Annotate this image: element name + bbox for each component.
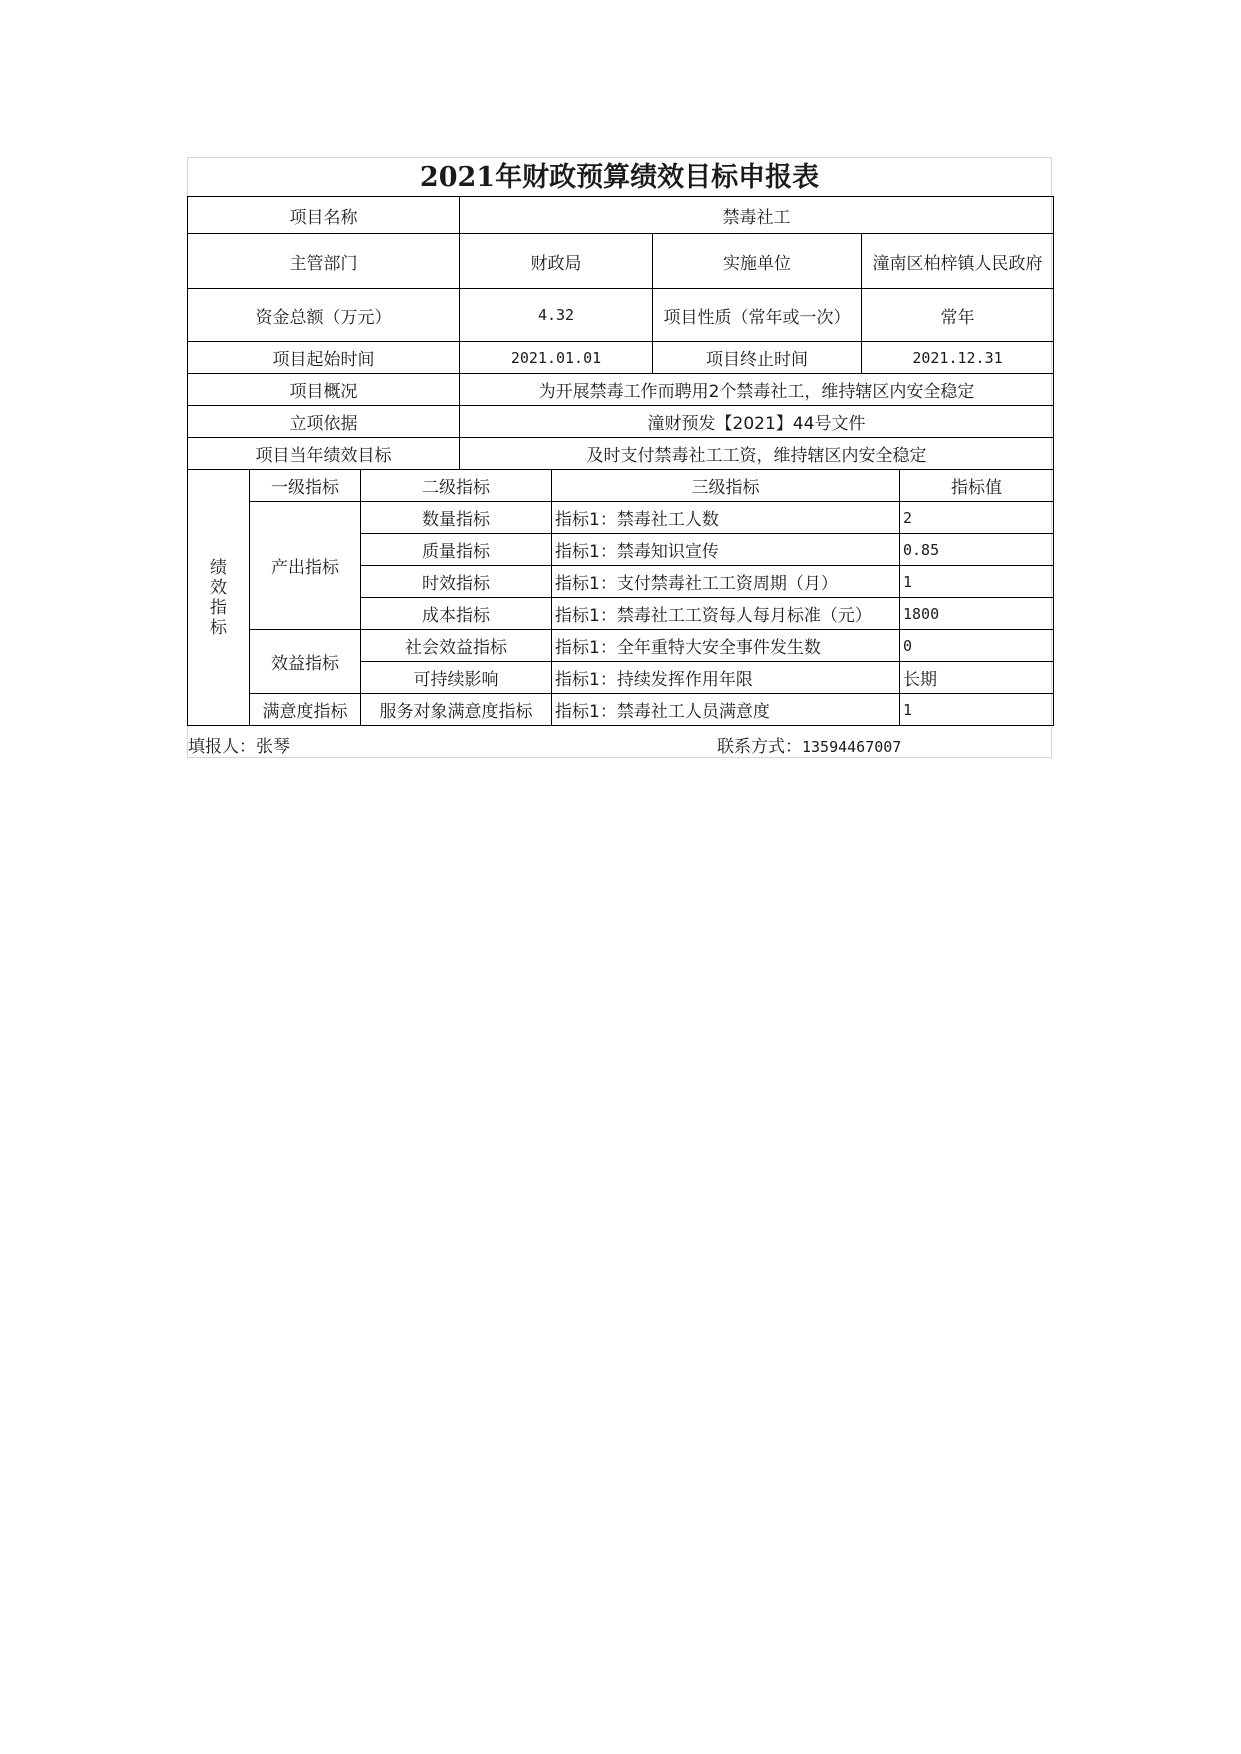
- level3-cell: 指标1：持续发挥作用年限: [552, 662, 900, 694]
- row-project-name: [188, 197, 1054, 234]
- section-label-performance: [188, 470, 250, 726]
- row-dates: [188, 342, 1054, 374]
- row-indicator-header: [188, 470, 1054, 502]
- value-department: 财政局: [460, 234, 653, 289]
- value-project-nature: 常年: [862, 289, 1054, 342]
- level3-cell: 指标1：禁毒社工人员满意度: [552, 694, 900, 726]
- label-overview: 项目概况: [188, 374, 460, 406]
- level2-cell: 数量指标: [361, 502, 552, 534]
- value-end-date: 2021.12.31: [862, 342, 1054, 374]
- value-funds: 4.32: [460, 289, 653, 342]
- reporter-label: 填报人：: [188, 737, 256, 757]
- row-department: [188, 234, 1054, 289]
- level3-cell: 指标1：支付禁毒社工工资周期（月）: [552, 566, 900, 598]
- value-project-name: 禁毒社工: [460, 197, 1054, 234]
- value-cell: 长期: [900, 662, 1054, 694]
- contact-label: 联系方式：: [717, 737, 802, 757]
- header-level3: 三级指标: [552, 470, 900, 502]
- table-row: [188, 502, 1054, 534]
- contact: [717, 732, 901, 757]
- value-goal: 及时支付禁毒社工工资，维持辖区内安全稳定: [460, 438, 1054, 470]
- label-goal: 项目当年绩效目标: [188, 438, 460, 470]
- level3-cell: 指标1：禁毒社工人数: [552, 502, 900, 534]
- value-basis: 潼财预发【2021】44号文件: [460, 406, 1054, 438]
- row-basis: [188, 406, 1054, 438]
- value-cell: 2: [900, 502, 1054, 534]
- table-row: [188, 694, 1054, 726]
- level3-cell: 指标1：禁毒知识宣传: [552, 534, 900, 566]
- report-table: [187, 196, 1054, 726]
- label-implementing-unit: 实施单位: [653, 234, 862, 289]
- header-level2: 二级指标: [361, 470, 552, 502]
- level2-cell: 服务对象满意度指标: [361, 694, 552, 726]
- contact-value: 13594467007: [802, 738, 902, 756]
- report-footer: [188, 726, 1051, 756]
- value-cell: 0: [900, 630, 1054, 662]
- value-cell: 1: [900, 566, 1054, 598]
- level2-cell: 成本指标: [361, 598, 552, 630]
- section-label-text: 绩 效 指 标: [210, 557, 227, 638]
- row-funds: [188, 289, 1054, 342]
- label-project-name: 项目名称: [188, 197, 460, 234]
- level1-output: 产出指标: [250, 502, 361, 630]
- level2-cell: 社会效益指标: [361, 630, 552, 662]
- label-funds: 资金总额（万元）: [188, 289, 460, 342]
- header-level1: 一级指标: [250, 470, 361, 502]
- row-goal: [188, 438, 1054, 470]
- label-project-nature: 项目性质（常年或一次）: [653, 289, 862, 342]
- level2-cell: 质量指标: [361, 534, 552, 566]
- value-cell: 0.85: [900, 534, 1054, 566]
- level2-cell: 可持续影响: [361, 662, 552, 694]
- header-value: 指标值: [900, 470, 1054, 502]
- level1-benefit: 效益指标: [250, 630, 361, 694]
- value-start-date: 2021.01.01: [460, 342, 653, 374]
- value-overview: 为开展禁毒工作而聘用2个禁毒社工，维持辖区内安全稳定: [460, 374, 1054, 406]
- reporter: [188, 732, 290, 757]
- value-cell: 1: [900, 694, 1054, 726]
- level3-cell: 指标1：禁毒社工工资每人每月标准（元）: [552, 598, 900, 630]
- level3-cell: 指标1：全年重特大安全事件发生数: [552, 630, 900, 662]
- row-overview: [188, 374, 1054, 406]
- level2-cell: 时效指标: [361, 566, 552, 598]
- table-row: [188, 630, 1054, 662]
- report-title: 2021年财政预算绩效目标申报表: [419, 162, 820, 193]
- level1-satisfaction: 满意度指标: [250, 694, 361, 726]
- value-cell: 1800: [900, 598, 1054, 630]
- label-basis: 立项依据: [188, 406, 460, 438]
- report-sheet: [187, 157, 1052, 758]
- label-department: 主管部门: [188, 234, 460, 289]
- reporter-name: 张琴: [256, 737, 290, 757]
- label-start-date: 项目起始时间: [188, 342, 460, 374]
- label-end-date: 项目终止时间: [653, 342, 862, 374]
- value-implementing-unit: 潼南区柏梓镇人民政府: [862, 234, 1054, 289]
